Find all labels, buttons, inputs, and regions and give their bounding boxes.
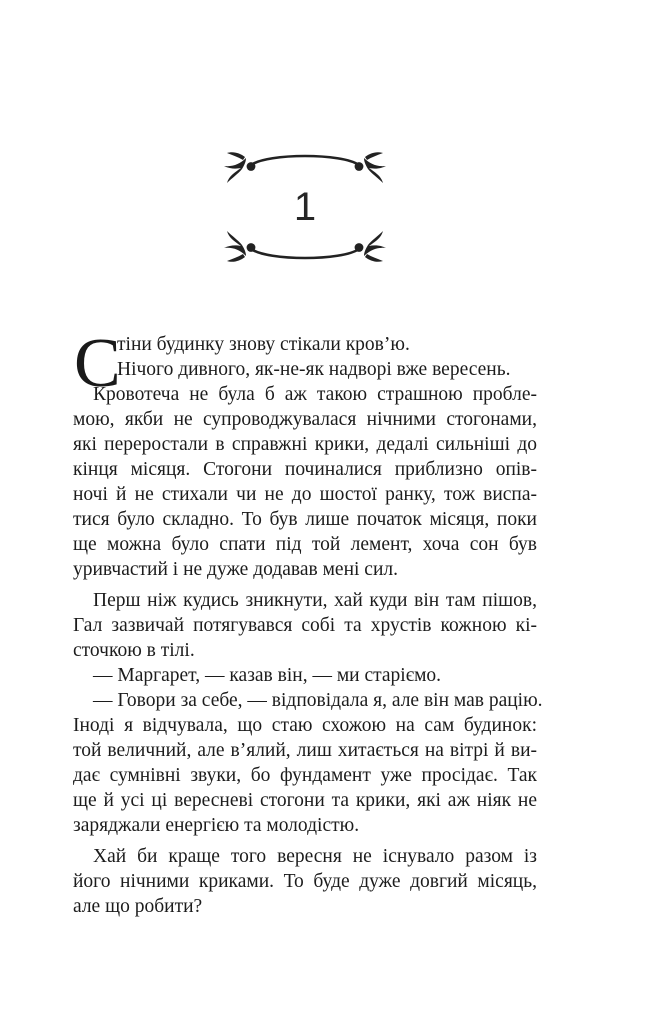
text-line: ще й усі ці вересневі стогони та крики, які аж ніяк не	[73, 790, 537, 811]
dropcap-letter: С	[74, 325, 121, 402]
dialogue-line: — Маргарет, — казав він, — ми старіємо.	[93, 665, 442, 686]
text-line: Нічого дивного, як-не-як надворі вже вересень.	[117, 359, 511, 380]
text-column	[73, 0, 543, 919]
text-line: Перш ніж кудись зникнути, хай куди він там пішов,	[93, 590, 537, 611]
chapter-header	[220, 150, 390, 264]
text-line: кінця місяця. Стогони починалися приблизно опів-	[73, 459, 537, 480]
text-line: уривчастий і не дуже додавав мені сил.	[73, 559, 398, 580]
text-line: його нічними криками. То буде дуже довгий місяць,	[73, 871, 537, 892]
text-line: але що робити?	[73, 896, 203, 917]
text-line: Хай би краще того вересня не існувало разом із	[93, 846, 537, 867]
chapter-number: 1	[293, 185, 317, 229]
flourish-bottom-right	[364, 231, 386, 262]
text-line: дає сумнівні звуки, бо фундамент уже просідає. Так	[73, 765, 537, 786]
flourish-bottom-left	[224, 231, 246, 262]
text-line: Кровотеча не була б аж такою страшною пробле-	[93, 384, 537, 405]
text-line: той величний, але в’ялий, лиш хитається на вітрі й ви-	[73, 740, 537, 761]
text-line: які переростали в справжні крики, дедалі сильніші до	[73, 434, 537, 455]
text-line: мою, якби не супроводжувалася нічними стогонами,	[73, 409, 537, 430]
text-line: ночі й не стихали чи не до шостої ранку, тож виспа-	[73, 484, 537, 505]
text-line: Гал зазвичай потягувався собі та хрустів кожною кі-	[73, 615, 537, 636]
dialogue-line: — Говори за себе, — відповідала я, але він мав рацію.	[93, 690, 543, 711]
floral-flourish-top-icon	[220, 150, 390, 186]
text-line: ще можна було спати під той лемент, хоча сон був	[73, 534, 537, 555]
flourish-top-right	[364, 152, 386, 183]
text-line: заряджали енергією та молодістю.	[73, 815, 360, 836]
floral-flourish-bottom-icon	[220, 228, 390, 264]
text-line: сточкою в тілі.	[73, 640, 195, 661]
text-line: Іноді я відчувала, що стаю схожою на сам будинок:	[73, 715, 537, 736]
flourish-top-left	[224, 152, 246, 183]
text-line: тися було складно. То був лише початок місяця, поки	[73, 509, 537, 530]
body-text	[73, 325, 543, 919]
text-line: тіни будинку знову стікали кров’ю.	[117, 334, 410, 355]
